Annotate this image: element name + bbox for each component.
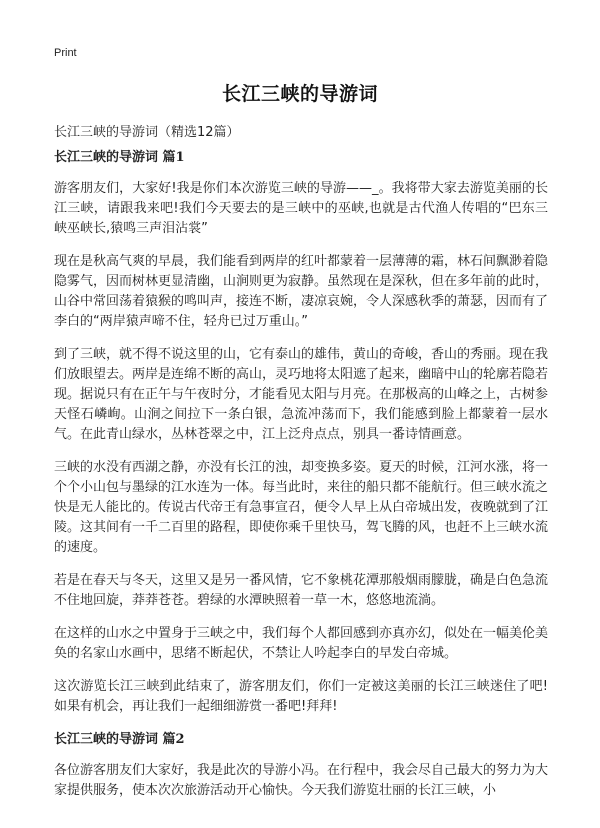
section-heading: 长江三峡的导游词 篇2: [54, 732, 185, 747]
section-heading: 长江三峡的导游词 篇1: [54, 150, 185, 165]
paragraph: 各位游客朋友们大家好，我是此次的导游小冯。在行程中，我会尽自己最大的努力为大家提供服务，使本次次旅游活动开心愉快。今天我们游览壮丽的长江三峡，小: [54, 763, 549, 798]
article-body: [54, 148, 548, 814]
page-title: 长江三峡的导游词: [221, 83, 378, 105]
paragraph: 在这样的山水之中置身于三峡之中，我们每个人都回感到亦真亦幻，似处在一幅美伦美奂的名家山水画中，思绪不断起伏，不禁让人吟起李白的早发白帝城。: [54, 626, 549, 661]
document-subtitle: 长江三峡的导游词（精选12篇）: [54, 125, 240, 140]
paragraph: 到了三峡，就不得不说这里的山，它有泰山的雄伟，黄山的奇峻，香山的秀丽。现在我们放眼望去。两岸是连绵不断的高山，灵巧地将太阳遮了起来，幽暗中山的轮廓若隐若现。据说只有在正午与午夜时分，才能看见太阳与月亮。在那极高的山峰之上，古树参天怪石嶙峋。山涧之间拉下一条白银，急流冲荡而下，我们能感到脸上都蒙着一层水气。在此青山绿水，丛林苍翠之中，江上泛舟点点，别具一番诗情画意。: [54, 347, 549, 442]
paragraph: 三峡的水没有西湖之静，亦没有长江的浊，却变换多姿。夏天的时候，江河水涨，将一个个小山包与墨绿的江水连为一体。每当此时，来往的船只都不能航行。但三峡水流之快是无人能比的。传说古代帝王有急事宣召，便令人早上从白帝城出发，夜晚就到了江陵。这其间有一千二百里的路程，即使你乘千里快马，驾飞腾的风，也赶不上三峡水流的速度。: [54, 460, 549, 555]
print-link[interactable]: Print: [54, 47, 77, 59]
paragraph: 若是在春天与冬天，这里又是另一番风情，它不象桃花潭那般烟雨朦胧，确是白色急流不住地回旋，莽莽苍苍。碧绿的水潭映照着一草一木，悠悠地流淌。: [54, 573, 549, 608]
paragraph: 这次游览长江三峡到此结束了，游客朋友们，你们一定被这美丽的长江三峡迷住了吧!如果有机会，再让我们一起细细游赏一番吧!拜拜!: [54, 679, 548, 714]
section-2: [54, 730, 548, 801]
section-1: [54, 148, 548, 717]
paragraph: 游客朋友们，大家好!我是你们本次游览三峡的导游——_。我将带大家去游览美丽的长江三峡，请跟我来吧!我们今天要去的是三峡中的巫峡,也就是古代渔人传唱的“巴东三峡巫峡长,猿鸣三声泪沾裳”: [54, 181, 548, 236]
paragraph: 现在是秋高气爽的早晨，我们能看到两岸的红叶都蒙着一层薄薄的霜，林石间飘渺着隐隐雾气，因而树林更显清幽，山涧则更为寂静。虽然现在是深秋，但在多年前的此时，山谷中常回荡着猿猴的鸣叫声，接连不断，凄凉哀婉，令人深感秋季的萧瑟，因而有了李白的“两岸猿声啼不住，轻舟已过万重山。”: [54, 254, 549, 329]
